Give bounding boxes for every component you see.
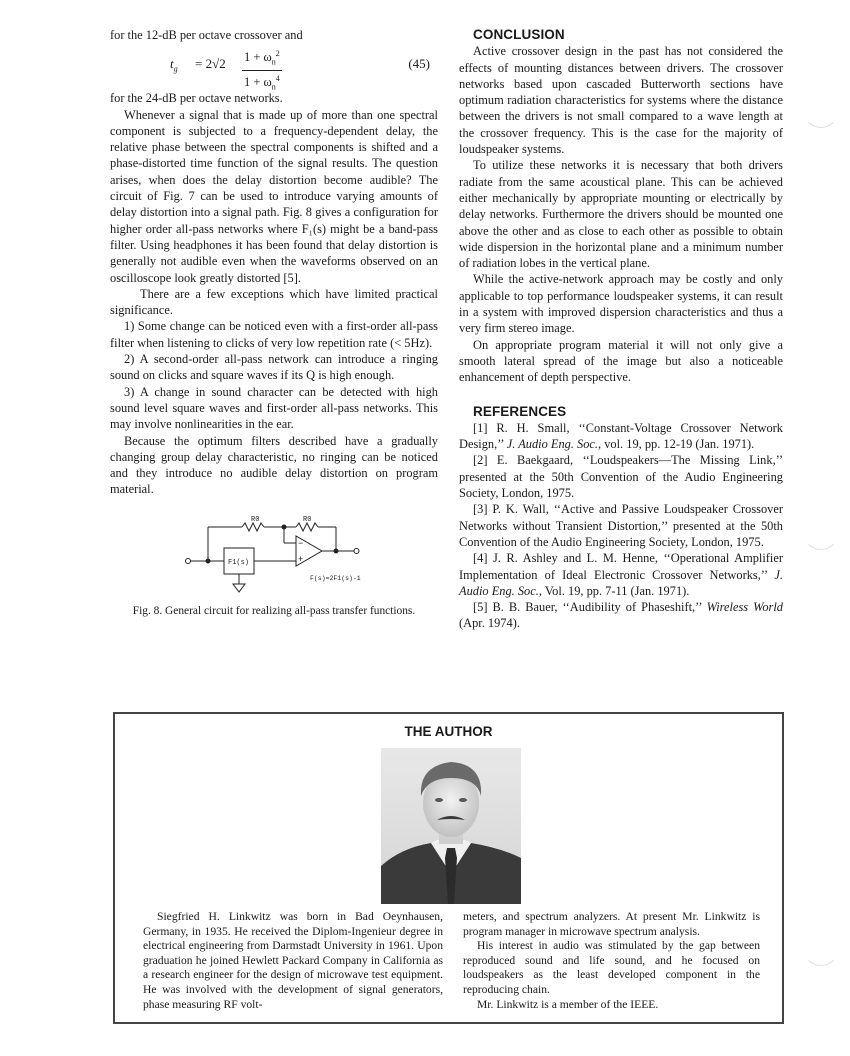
author-portrait-photo bbox=[381, 748, 521, 904]
references-heading: REFERENCES bbox=[473, 403, 567, 419]
paragraph-exceptions: There are a few exceptions which have limited practical significance. bbox=[110, 286, 438, 318]
equation-45 bbox=[110, 44, 438, 92]
reference-4: [4] J. R. Ashley and L. M. Henne, ‘‘Operational Amplifier Implementation of Ideal Electronic Crossover Networks,’’ J. Audio Eng. Soc., Vol. 19, pp. 7-11 (Jan. 1971). bbox=[459, 551, 783, 598]
conclusion-paragraph-1: Active crossover design in the past has not considered the effects of mounting distances between drivers. The crossover networks based upon cascaded Butterworth sections have optimum radiation characteristics for systems where the distance between the drivers is not small compared to a wave length at the crossover frequency. This is the case for the majority of loudspeaker systems. bbox=[459, 44, 783, 157]
resistor-label-2: R0 bbox=[303, 515, 312, 524]
intro-line: for the 12-dB per octave crossover and bbox=[110, 28, 303, 42]
reference-2: [2] E. Baekgaard, ‘‘Loudspeakers—The Missing Link,’’ presented at the 50th Convention of the Audio Engineering Society, London, 1975. bbox=[459, 453, 783, 501]
bio-paragraph-1: Siegfried H. Linkwitz was born in Bad Oeynhausen, Germany, in 1935. He received the Diplom-Ingenieur degree in electrical engineering from Darmstadt University in 1961. Upon graduation he joined Hewlett Packard Company in California as a research engineer for the design of microwave test equipment. He was involved with the development of signal generators, phase measuring RF volt- bbox=[143, 910, 443, 1011]
equation-number: (45) bbox=[408, 56, 430, 72]
equation-coefficient: = 2√2 bbox=[195, 56, 226, 72]
reference-1: [1] R. H. Small, ‘‘Constant-Voltage Crossover Network Design,’’ J. Audio Eng. Soc., vol. 19, pp. 12-19 (Jan. 1971). bbox=[459, 420, 783, 452]
exception-item-2: 2) A second-order all-pass network can introduce a ringing sound on clicks and square waves if its Q is high enough. bbox=[110, 352, 438, 383]
reference-3: [3] P. K. Wall, ‘‘Active and Passive Loudspeaker Crossover Networks without Transient Distortion,’’ presented at the 50th Convention of the Audio Engineering Society, London, 1975. bbox=[459, 502, 783, 549]
exception-item-1: 1) Some change can be noticed even with a first-order all-pass filter when listening to clicks of very low repetition rate (< 5Hz). bbox=[110, 319, 438, 350]
after-equation-line: for the 24-dB per octave networks. bbox=[110, 91, 283, 106]
right-column bbox=[459, 27, 783, 632]
equation-denominator: $1 + \omega_n^4$ bbox=[244, 73, 280, 92]
equation-fraction bbox=[242, 46, 282, 94]
exception-item-3: 3) A change in sound character can be detected with high sound level square waves and first-order all-pass networks. This may involve nonlinearities in the ear. bbox=[110, 384, 438, 432]
equation-numerator: $1 + \omega_n^2$ bbox=[242, 46, 282, 71]
author-bio-right bbox=[463, 910, 760, 1012]
bio-paragraph-2: His interest in audio was stimulated by the gap between reproduced sound and life sound, and he focused on loudspeakers as the least developed component in the reproducing chain. bbox=[463, 939, 760, 996]
reference-5: [5] B. B. Bauer, ‘‘Audibility of Phaseshift,’’ Wireless World (Apr. 1974). bbox=[459, 600, 783, 631]
author-bio-left bbox=[143, 910, 443, 1012]
conclusion-paragraph-2: To utilize these networks it is necessary that both drivers radiate from the same acoustical plane. This can be achieved either mechanically by appropriate mounting or electrically by delay networks. Furthermore the drivers should be mounted one above the other and as close to each other as possible to obtain wide dispersion in the horizontal plane and a minimum number of radiation lobes in the vertical plane. bbox=[459, 158, 783, 271]
figure-8-circuit bbox=[110, 508, 438, 603]
equation-lhs: $t_g$ bbox=[170, 56, 178, 74]
paragraph-delay-distortion: Whenever a signal that is made up of more than one spectral component is subjected to a frequency-dependent delay, the relative phase between the spectral components is shifted and a phase-distorted time function of the signal results. The question arises, when does the delay distortion become audible? The circuit of Fig. 7 can be used to introduce varying amounts of delay distortion into a signal path. Fig. 8 gives a configuration for higher order all-pass networks where F₁(s) might be a band-pass filter. Using headphones it has been found that delay distortion is generally not audible even when the waveforms observed on an oscilloscope look greatly distorted [5]. bbox=[110, 107, 438, 285]
resistor-label-1: R0 bbox=[251, 515, 260, 524]
references-list bbox=[459, 420, 783, 632]
bio-paragraph-1-cont: meters, and spectrum analyzers. At present Mr. Linkwitz is program manager in microwave spectrum analysis. bbox=[463, 910, 760, 938]
author-box bbox=[113, 712, 784, 1024]
opamp-minus: − bbox=[298, 537, 304, 548]
conclusion-heading: CONCLUSION bbox=[473, 27, 565, 42]
punch-hole-mark-top bbox=[803, 92, 839, 128]
punch-hole-mark-middle bbox=[803, 514, 839, 550]
paragraph-optimum-filters: Because the optimum filters described have a gradually changing group delay characteristic, no ringing can be noticed and they introduce no audible delay distortion on program material. bbox=[110, 433, 438, 497]
opamp-plus: + bbox=[298, 553, 304, 564]
left-column bbox=[110, 27, 438, 619]
author-heading: THE AUTHOR bbox=[404, 724, 493, 739]
conclusion-paragraph-3: While the active-network approach may be costly and only applicable to top performance loudspeaker systems, it can result in a system with improved dispersion characteristics and thus a very firm stereo image. bbox=[459, 272, 783, 336]
bio-paragraph-3: Mr. Linkwitz is a member of the IEEE. bbox=[477, 997, 659, 1011]
conclusion-paragraph-4: On appropriate program material it will not only give a smooth lateral spread of the image but also a noticeable enhancement of depth perspective. bbox=[459, 337, 783, 385]
figure-caption: Fig. 8. General circuit for realizing all-pass transfer functions. bbox=[132, 604, 416, 617]
filter-block-label: F1(s) bbox=[228, 558, 250, 567]
punch-hole-mark-bottom bbox=[803, 930, 839, 966]
allpass-circuit-diagram bbox=[110, 508, 438, 603]
transfer-function-label: F(s)=2F1(s)-1 bbox=[310, 574, 361, 582]
